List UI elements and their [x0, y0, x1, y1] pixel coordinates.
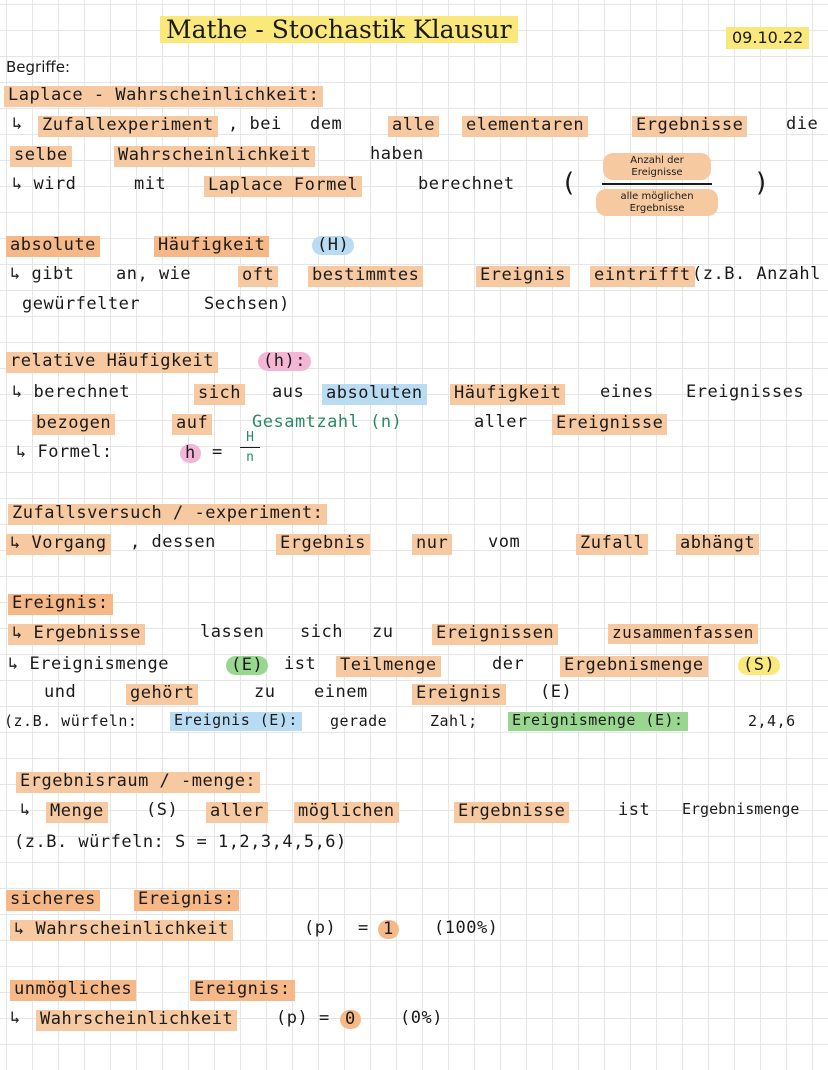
absolute-heading-2: Häufigkeit	[154, 236, 269, 257]
absolute-word: oft	[238, 266, 278, 287]
ergebnisraum-word: Ergebnisse	[454, 802, 569, 823]
relative-symbol: (h):	[258, 352, 311, 371]
sicheres-word: ↳ Wahrscheinlichkeit	[10, 920, 233, 941]
ereignis-word: Ereignis	[412, 684, 506, 705]
laplace-word: ↳ wird	[12, 174, 77, 194]
absolute-word: bestimmtes	[308, 266, 423, 287]
ereignis-word: der	[492, 654, 525, 674]
unmoegliches-word: 0	[340, 1010, 361, 1029]
unmoegliches-word: ↳	[10, 1008, 21, 1028]
laplace-word: Laplace Formel	[204, 176, 362, 197]
laplace-word: mit	[134, 174, 167, 194]
arrow-icon: ↳	[12, 114, 23, 134]
relative-heading: relative Häufigkeit	[6, 352, 218, 373]
absolute-word: Sechsen)	[204, 294, 290, 314]
ergebnisraum-word: ist	[618, 800, 651, 820]
ereignis-word: gehört	[126, 684, 198, 705]
fraction-bar	[602, 183, 712, 185]
ereignis-word: Ereignis (E):	[170, 712, 302, 731]
ereignis-word: (S)	[738, 656, 780, 675]
sicheres-heading-2: Ereignis:	[134, 890, 239, 911]
absolute-word: (z.B. Anzahl	[692, 264, 821, 284]
absolute-heading: absolute	[6, 236, 100, 257]
zufall-word: nur	[412, 534, 452, 555]
relative-equals: =	[212, 442, 223, 462]
relative-word: Ereignisses	[686, 382, 805, 402]
ereignis-word: (E)	[226, 656, 268, 675]
paren-open: (	[564, 168, 575, 198]
laplace-heading: Laplace - Wahrscheinlichkeit:	[4, 86, 323, 107]
sicheres-word: 1	[378, 920, 399, 939]
ergebnisraum-word: Ergebnismenge	[682, 800, 800, 818]
section-label: Begriffe:	[6, 58, 70, 76]
ereignis-word: zusammenfassen	[608, 624, 758, 644]
absolute-word: an, wie	[116, 264, 192, 284]
laplace-word: selbe	[10, 146, 72, 167]
ereignis-word: Zahl;	[430, 712, 478, 730]
fraction-denominator: n	[246, 450, 254, 465]
laplace-word: , bei	[228, 114, 282, 134]
sicheres-word: =	[358, 918, 369, 938]
ereignis-word: ↳ Ergebnisse	[8, 624, 145, 645]
relative-word: eines	[600, 382, 654, 402]
absolute-word: eintrifft	[590, 266, 695, 287]
ereignis-word: Ereignismenge (E):	[508, 712, 688, 731]
date-label: 09.10.22	[726, 27, 809, 49]
absolute-word: Ereignis	[476, 266, 570, 287]
absolute-symbol: (H)	[312, 236, 354, 255]
laplace-word: dem	[310, 114, 343, 134]
relative-fraction	[240, 430, 260, 465]
laplace-word: berechnet	[418, 174, 515, 194]
relative-word: Häufigkeit	[450, 384, 565, 405]
zufall-word: Zufall	[576, 534, 648, 555]
relative-word: auf	[172, 414, 212, 435]
ergebnisraum-word: Menge	[46, 802, 108, 823]
laplace-word: haben	[370, 144, 424, 164]
laplace-word: Ergebnisse	[632, 116, 747, 137]
ereignis-word: einem	[314, 682, 368, 702]
relative-word: bezogen	[32, 414, 115, 435]
ereignis-word: (z.B. würfeln:	[4, 712, 138, 730]
relative-word: ↳ berechnet	[12, 382, 131, 402]
unmoegliches-word: (0%)	[400, 1008, 443, 1028]
ereignis-word: zu	[254, 682, 276, 702]
ereignis-word: lassen	[200, 622, 265, 642]
relative-word: absoluten	[322, 384, 427, 405]
laplace-fraction	[588, 153, 726, 217]
ereignis-word: gerade	[330, 712, 388, 730]
ereignis-word: ist	[284, 654, 317, 674]
unmoegliches-heading-2: Ereignis:	[190, 980, 295, 1001]
laplace-word: die	[786, 114, 819, 134]
laplace-word: Wahrscheinlichkeit	[114, 146, 315, 167]
fraction-denominator: alle möglichen Ergebnisse	[588, 189, 726, 216]
zufall-word: vom	[488, 532, 521, 552]
sicheres-heading: sicheres	[6, 890, 100, 911]
ereignis-word: zu	[372, 622, 394, 642]
ergebnisraum-word: (z.B. würfeln: S = 1,2,3,4,5,6)	[14, 832, 347, 852]
fraction-numerator: Anzahl der Ereignisse	[588, 153, 726, 180]
relative-word: sich	[194, 384, 245, 405]
absolute-word: gewürfelter	[22, 294, 141, 314]
zufall-heading: Zufallsversuch / -experiment:	[8, 504, 327, 525]
ereignis-word: Ereignissen	[432, 624, 558, 645]
zufall-word: Ergebnis	[276, 534, 370, 555]
relative-word: Gesamtzahl (n)	[252, 412, 403, 432]
paren-close: )	[756, 168, 767, 198]
ereignis-word: und	[44, 682, 77, 702]
ergebnisraum-word: ↳	[20, 800, 31, 820]
zufall-word: , dessen	[130, 532, 216, 552]
absolute-word: ↳ gibt	[10, 264, 75, 284]
ergebnisraum-word: (S)	[146, 800, 179, 820]
laplace-word: Zufallexperiment	[38, 116, 218, 137]
relative-word: ↳ Formel:	[16, 442, 113, 462]
laplace-word: alle	[388, 116, 439, 137]
relative-word: aus	[272, 382, 305, 402]
relative-h-symbol: h	[180, 444, 201, 463]
laplace-word: elementaren	[462, 116, 588, 137]
ergebnisraum-word: aller	[206, 802, 268, 823]
unmoegliches-word: Wahrscheinlichkeit	[36, 1010, 237, 1031]
ereignis-word: Ergebnismenge	[560, 656, 708, 677]
page-title: Mathe - Stochastik Klausur	[160, 16, 518, 43]
sicheres-word: (p)	[304, 918, 337, 938]
ereignis-word: sich	[300, 622, 343, 642]
unmoegliches-word: (p) =	[276, 1008, 330, 1028]
ereignis-heading: Ereignis:	[8, 594, 113, 615]
relative-word: aller	[474, 412, 528, 432]
unmoegliches-heading: unmögliches	[10, 980, 136, 1001]
relative-word: Ereignisse	[552, 414, 667, 435]
ergebnisraum-word: möglichen	[294, 802, 399, 823]
ereignis-word: 2,4,6	[748, 712, 796, 730]
ergebnisraum-heading: Ergebnisraum / -menge:	[16, 772, 260, 793]
ereignis-word: Teilmenge	[336, 656, 441, 677]
ereignis-word: (E)	[540, 682, 573, 702]
sicheres-word: (100%)	[434, 918, 499, 938]
ereignis-word: ↳ Ereignismenge	[8, 654, 170, 674]
zufall-word: ↳ Vorgang	[6, 534, 111, 555]
fraction-numerator: H	[246, 430, 254, 445]
fraction-bar	[240, 447, 260, 448]
zufall-word: abhängt	[676, 534, 759, 555]
